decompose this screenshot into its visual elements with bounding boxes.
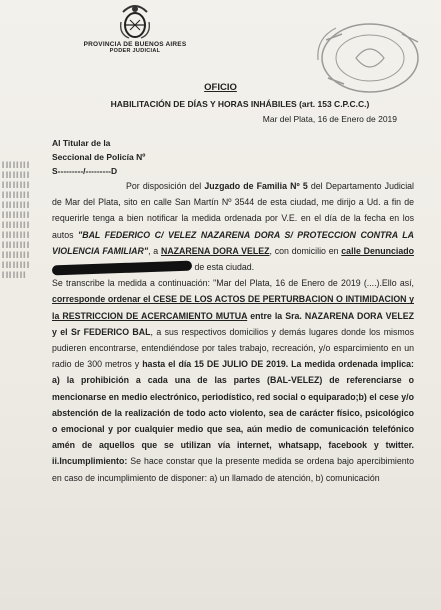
addressee-line-1: Al Titular de la xyxy=(52,138,111,148)
court-name: Juzgado de Familia Nº 5 xyxy=(204,181,308,191)
body-text: , a sus respectivos domicilios y demás lugares donde los mismos pudieren encontrarse, entendiéndose por tales trabajo, recreación, y/o esparcimiento en un radio de 300 metros y xyxy=(52,326,414,370)
body-text: , con domicilio en xyxy=(269,245,342,256)
body-text-block xyxy=(52,275,414,486)
body-text: , a xyxy=(148,245,161,256)
coat-of-arms-icon xyxy=(119,2,151,40)
order-details: hasta el día 15 DE JULIO DE 2019. La medida ordenada implica: a) la prohibición a cada una de las partes (BAL-VELEZ) de referenciarse o mencionarse en medio electrónico, periodístico, red social o equiparado;b) el cese y/o abstención de la realización de todo acto violento, sea de carácter físico, psicológico o emocional y por cualquier medio que sea, aún medio de comunicación telefónico amén de aquellos que se utilizan vía internet, whatsapp, facebook y twitter. ii.Incumplimiento: xyxy=(52,359,414,467)
order-text: corresponde ordenar el CESE DE LOS ACTOS DE PERTURBACION O INTIMIDACION y la RESTRICCION DE ACERCAMIENTO MUTUA xyxy=(52,294,414,321)
perforation-strip: ǁǁǁǁǁǁǁǁǁǁǁǁǁǁǁǁǁǁǁǁǁǁǁǁǁǁǁǁǁǁǁǁǁǁǁǁǁǁǁǁǁǁǁǁǁǁǁǁǁǁǁǁǁǁǁǁǁǁǁǁǁǁǁǁǁǁǁǁǁǁǁǁǁǁǁǁǁǁǁǁǁǁǁǁǁǁǁǁǁǁǁǁǁǁǁ xyxy=(2,160,31,280)
person-name: NAZARENA DORA VELEZ xyxy=(160,245,270,256)
body-text: del Departamento Judicial de Mar del Plata, sito en calle San Martín Nº 3544 de esta ciudad, me dirijo a Ud. a fin de requerirle tenga a bien notificar la medida ordenada por V.E. en el día de la fecha en los autos xyxy=(52,181,415,240)
redaction-mark xyxy=(52,260,192,275)
addressee-line-3: S---------/---------D xyxy=(52,166,118,176)
body-text: Por disposición del xyxy=(126,181,205,191)
place-and-date: Mar del Plata, 16 de Enero de 2019 xyxy=(262,114,397,124)
document-body xyxy=(52,178,414,486)
body-text: Se transcribe la medida a continuación: "Mar del Plata, 16 de Enero de 2019 (....).Ello así, xyxy=(52,278,414,289)
body-text: Se hace constar que la presente medida se ordena bajo apercibimiento en caso de incumplimiento de disponer: a) un llamado de atención, b) comunicación xyxy=(52,456,414,483)
case-title: "BAL FEDERICO C/ VELEZ NAZARENA DORA S/ PROTECCION CONTRA LA VIOLENCIA FAMILIAR" xyxy=(52,229,415,256)
province-name: PROVINCIA DE BUENOS AIRES xyxy=(83,41,187,48)
body-text: de esta ciudad. xyxy=(192,262,255,273)
parties-text: entre la Sra. NAZARENA DORA VELEZ y el Sr FEDERICO BAL xyxy=(52,310,414,337)
body-paragraph xyxy=(52,178,414,486)
document-subtitle: HABILITACIÓN DE DÍAS Y HORAS INHÁBILES (art. 153 C.P.C.C.) xyxy=(110,99,370,109)
branch-name: PODER JUDICIAL xyxy=(109,48,161,54)
address-label: calle Denunciado xyxy=(341,245,414,256)
document-title: OFICIO xyxy=(204,82,237,93)
letterhead xyxy=(70,2,200,54)
addressee-line-2: Seccional de Policía Nº xyxy=(52,152,146,162)
